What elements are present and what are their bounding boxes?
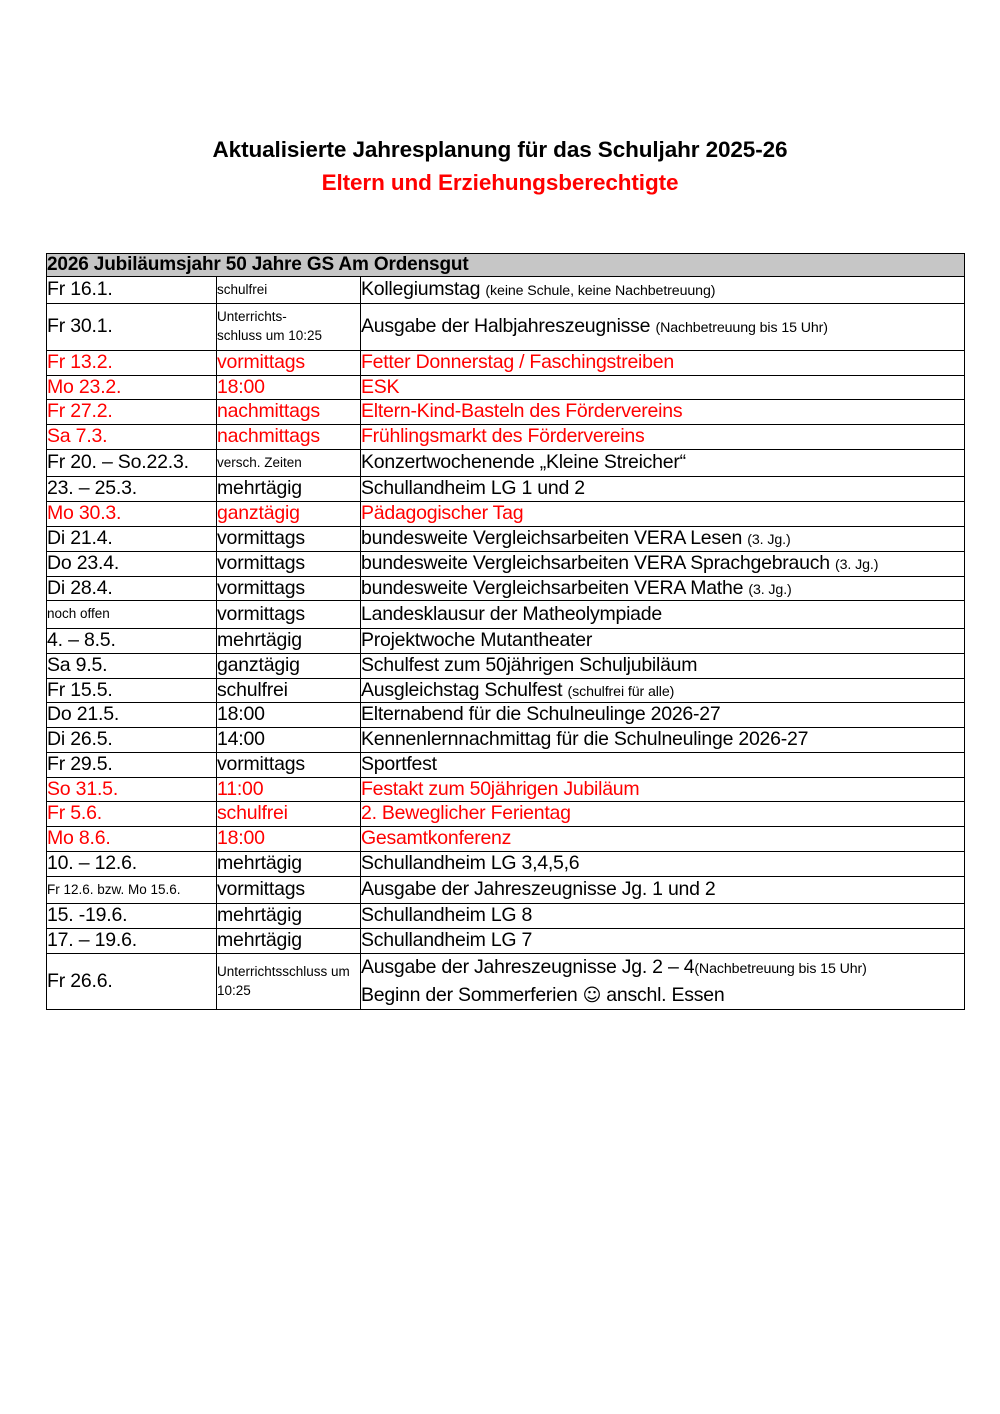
event-text: Kennenlernnachmittag für die Schulneulinge 2026-27: [361, 728, 809, 751]
table-body: [47, 276, 965, 1010]
event-text: Konzertwochenende „Kleine Streicher“: [361, 451, 686, 474]
cell-date: Mo 30.3.: [47, 502, 217, 527]
cell-time: 11:00: [217, 777, 361, 802]
event-text: Festakt zum 50jährigen Jubiläum: [361, 777, 640, 800]
event-text: Ausgabe der Halbjahreszeugnisse: [361, 315, 656, 338]
cell-date: Di 26.5.: [47, 728, 217, 753]
cell-time: vormittags: [217, 551, 361, 576]
event-text-before: Beginn der Sommerferien: [361, 983, 583, 1006]
table-row: [47, 929, 965, 954]
cell-event: [361, 802, 965, 827]
table-row: [47, 876, 965, 904]
schedule-table-wrapper: [46, 253, 964, 1010]
cell-event: [361, 601, 965, 629]
event-text: Kollegiumstag: [361, 278, 486, 301]
table-row: [47, 350, 965, 375]
cell-event: [361, 551, 965, 576]
cell-date: Do 23.4.: [47, 551, 217, 576]
table-row: [47, 752, 965, 777]
cell-date: Do 21.5.: [47, 703, 217, 728]
event-text: Fetter Donnerstag / Faschingstreiben: [361, 350, 674, 373]
event-text: Eltern-Kind-Basteln des Fördervereins: [361, 400, 683, 423]
cell-date: So 31.5.: [47, 777, 217, 802]
event-text: Schullandheim LG 7: [361, 929, 533, 952]
table-row: [47, 852, 965, 877]
table-row: [47, 653, 965, 678]
table-row: [47, 777, 965, 802]
table-row: [47, 827, 965, 852]
event-text: Schullandheim LG 8: [361, 904, 533, 927]
cell-event: [361, 304, 965, 350]
cell-time: mehrtägig: [217, 629, 361, 654]
cell-time: ganztägig: [217, 502, 361, 527]
table-row: [47, 703, 965, 728]
event-note: (Nachbetreuung bis 15 Uhr): [694, 961, 867, 977]
cell-time: vormittags: [217, 876, 361, 904]
table-row: [47, 477, 965, 502]
cell-time: versch. Zeiten: [217, 449, 361, 477]
event-text: bundesweite Vergleichsarbeiten VERA Mathe: [361, 576, 749, 599]
cell-event: [361, 276, 965, 304]
smiley-icon: ☺: [582, 984, 602, 1006]
cell-time: mehrtägig: [217, 477, 361, 502]
event-note: (3. Jg.): [748, 581, 792, 598]
cell-date: 4. – 8.5.: [47, 629, 217, 654]
cell-event: [361, 852, 965, 877]
cell-date: Fr 20. – So.22.3.: [47, 449, 217, 477]
cell-time: Unterrichtsschluss um 10:25: [217, 954, 361, 1010]
event-text: Sportfest: [361, 752, 437, 775]
cell-event: [361, 350, 965, 375]
cell-date: Fr 30.1.: [47, 304, 217, 350]
cell-time: nachmittags: [217, 425, 361, 450]
cell-event: [361, 827, 965, 852]
cell-time: vormittags: [217, 752, 361, 777]
cell-event: [361, 752, 965, 777]
event-text: Ausgleichstag Schulfest: [361, 678, 568, 701]
table-row: [47, 601, 965, 629]
event-text: Schullandheim LG 3,4,5,6: [361, 852, 580, 875]
cell-time: schulfrei: [217, 276, 361, 304]
event-note: (keine Schule, keine Nachbetreuung): [485, 283, 716, 300]
event-text: Gesamtkonferenz: [361, 827, 512, 850]
event-text: ESK: [361, 375, 400, 398]
cell-event: [361, 400, 965, 425]
table-banner: 2026 Jubiläumsjahr 50 Jahre GS Am Ordensgut: [47, 254, 965, 277]
event-text: bundesweite Vergleichsarbeiten VERA Lesen: [361, 527, 748, 550]
event-text: Landesklausur der Matheolympiade: [361, 602, 662, 625]
table-row: [47, 576, 965, 601]
cell-time: Unterrichts- schluss um 10:25: [217, 304, 361, 350]
cell-event: [361, 425, 965, 450]
page-title: Aktualisierte Jahresplanung für das Schuljahr 2025-26: [212, 137, 788, 162]
cell-time: 18:00: [217, 375, 361, 400]
cell-time: schulfrei: [217, 678, 361, 703]
cell-date: Mo 23.2.: [47, 375, 217, 400]
cell-date: 23. – 25.3.: [47, 477, 217, 502]
table-row: [47, 728, 965, 753]
table-row: [47, 276, 965, 304]
table-banner-row: [47, 254, 965, 277]
cell-date: 15. -19.6.: [47, 904, 217, 929]
table-row: [47, 551, 965, 576]
cell-time: mehrtägig: [217, 852, 361, 877]
cell-event: [361, 449, 965, 477]
table-row: [47, 400, 965, 425]
table-row: [47, 449, 965, 477]
cell-event: [361, 629, 965, 654]
cell-time: mehrtägig: [217, 929, 361, 954]
cell-time: 14:00: [217, 728, 361, 753]
cell-time: nachmittags: [217, 400, 361, 425]
cell-date: Sa 7.3.: [47, 425, 217, 450]
table-row: [47, 502, 965, 527]
cell-time: ganztägig: [217, 653, 361, 678]
event-text: Pädagogischer Tag: [361, 502, 524, 525]
event-text-after: anschl. Essen: [601, 983, 725, 1006]
cell-event: [361, 703, 965, 728]
table-row: [47, 802, 965, 827]
cell-event: [361, 777, 965, 802]
cell-event: [361, 653, 965, 678]
cell-event: [361, 904, 965, 929]
cell-date: Di 21.4.: [47, 527, 217, 552]
cell-date: Fr 13.2.: [47, 350, 217, 375]
cell-date: noch offen: [47, 601, 217, 629]
event-text: Schullandheim LG 1 und 2: [361, 477, 585, 500]
table-row: [47, 629, 965, 654]
cell-event: [361, 728, 965, 753]
cell-date: 10. – 12.6.: [47, 852, 217, 877]
cell-event: [361, 929, 965, 954]
event-text: Ausgabe der Jahreszeugnisse Jg. 2 – 4: [361, 956, 695, 978]
cell-time: vormittags: [217, 527, 361, 552]
cell-date: Fr 12.6. bzw. Mo 15.6.: [47, 876, 217, 904]
cell-date: Mo 8.6.: [47, 827, 217, 852]
event-text: Elternabend für die Schulneulinge 2026-27: [361, 703, 721, 726]
cell-date: Fr 27.2.: [47, 400, 217, 425]
cell-date: Di 28.4.: [47, 576, 217, 601]
cell-event: [361, 502, 965, 527]
schedule-table: [46, 253, 965, 1010]
cell-time: schulfrei: [217, 802, 361, 827]
table-row: [47, 904, 965, 929]
table-row: [47, 304, 965, 350]
cell-time: vormittags: [217, 350, 361, 375]
table-row: [47, 425, 965, 450]
cell-time: vormittags: [217, 576, 361, 601]
cell-event: [361, 954, 965, 1010]
table-row: [47, 527, 965, 552]
event-note: (3. Jg.): [834, 556, 879, 573]
cell-date: Sa 9.5.: [47, 653, 217, 678]
cell-date: Fr 15.5.: [47, 678, 217, 703]
cell-date: Fr 26.6.: [47, 954, 217, 1010]
event-line-2: [361, 982, 964, 1010]
event-note: (schulfrei für alle): [567, 683, 675, 700]
cell-date: Fr 29.5.: [47, 752, 217, 777]
cell-date: Fr 5.6.: [47, 802, 217, 827]
event-line-1: [361, 954, 964, 982]
event-note: (Nachbetreuung bis 15 Uhr): [655, 320, 828, 337]
event-text: Frühlingsmarkt des Fördervereins: [361, 425, 645, 448]
cell-event: [361, 527, 965, 552]
cell-time: 18:00: [217, 827, 361, 852]
page-subtitle: Eltern und Erziehungsberechtigte: [321, 169, 679, 195]
title-block: [0, 0, 1000, 196]
cell-time: vormittags: [217, 601, 361, 629]
cell-event: [361, 678, 965, 703]
table-row: [47, 375, 965, 400]
cell-time: mehrtägig: [217, 904, 361, 929]
cell-date: 17. – 19.6.: [47, 929, 217, 954]
cell-event: [361, 876, 965, 904]
cell-event: [361, 477, 965, 502]
event-text: bundesweite Vergleichsarbeiten VERA Sprachgebrauch: [361, 551, 835, 574]
cell-time: 18:00: [217, 703, 361, 728]
cell-event: [361, 375, 965, 400]
event-text: Projektwoche Mutantheater: [361, 629, 593, 651]
table-row-last: [47, 954, 965, 1010]
cell-event: [361, 576, 965, 601]
cell-date: Fr 16.1.: [47, 276, 217, 304]
event-text: Schulfest zum 50jährigen Schuljubiläum: [361, 653, 698, 676]
event-note: (3. Jg.): [747, 532, 791, 549]
table-row: [47, 678, 965, 703]
event-text: 2. Beweglicher Ferientag: [361, 802, 571, 825]
event-text: Ausgabe der Jahreszeugnisse Jg. 1 und 2: [361, 878, 716, 901]
